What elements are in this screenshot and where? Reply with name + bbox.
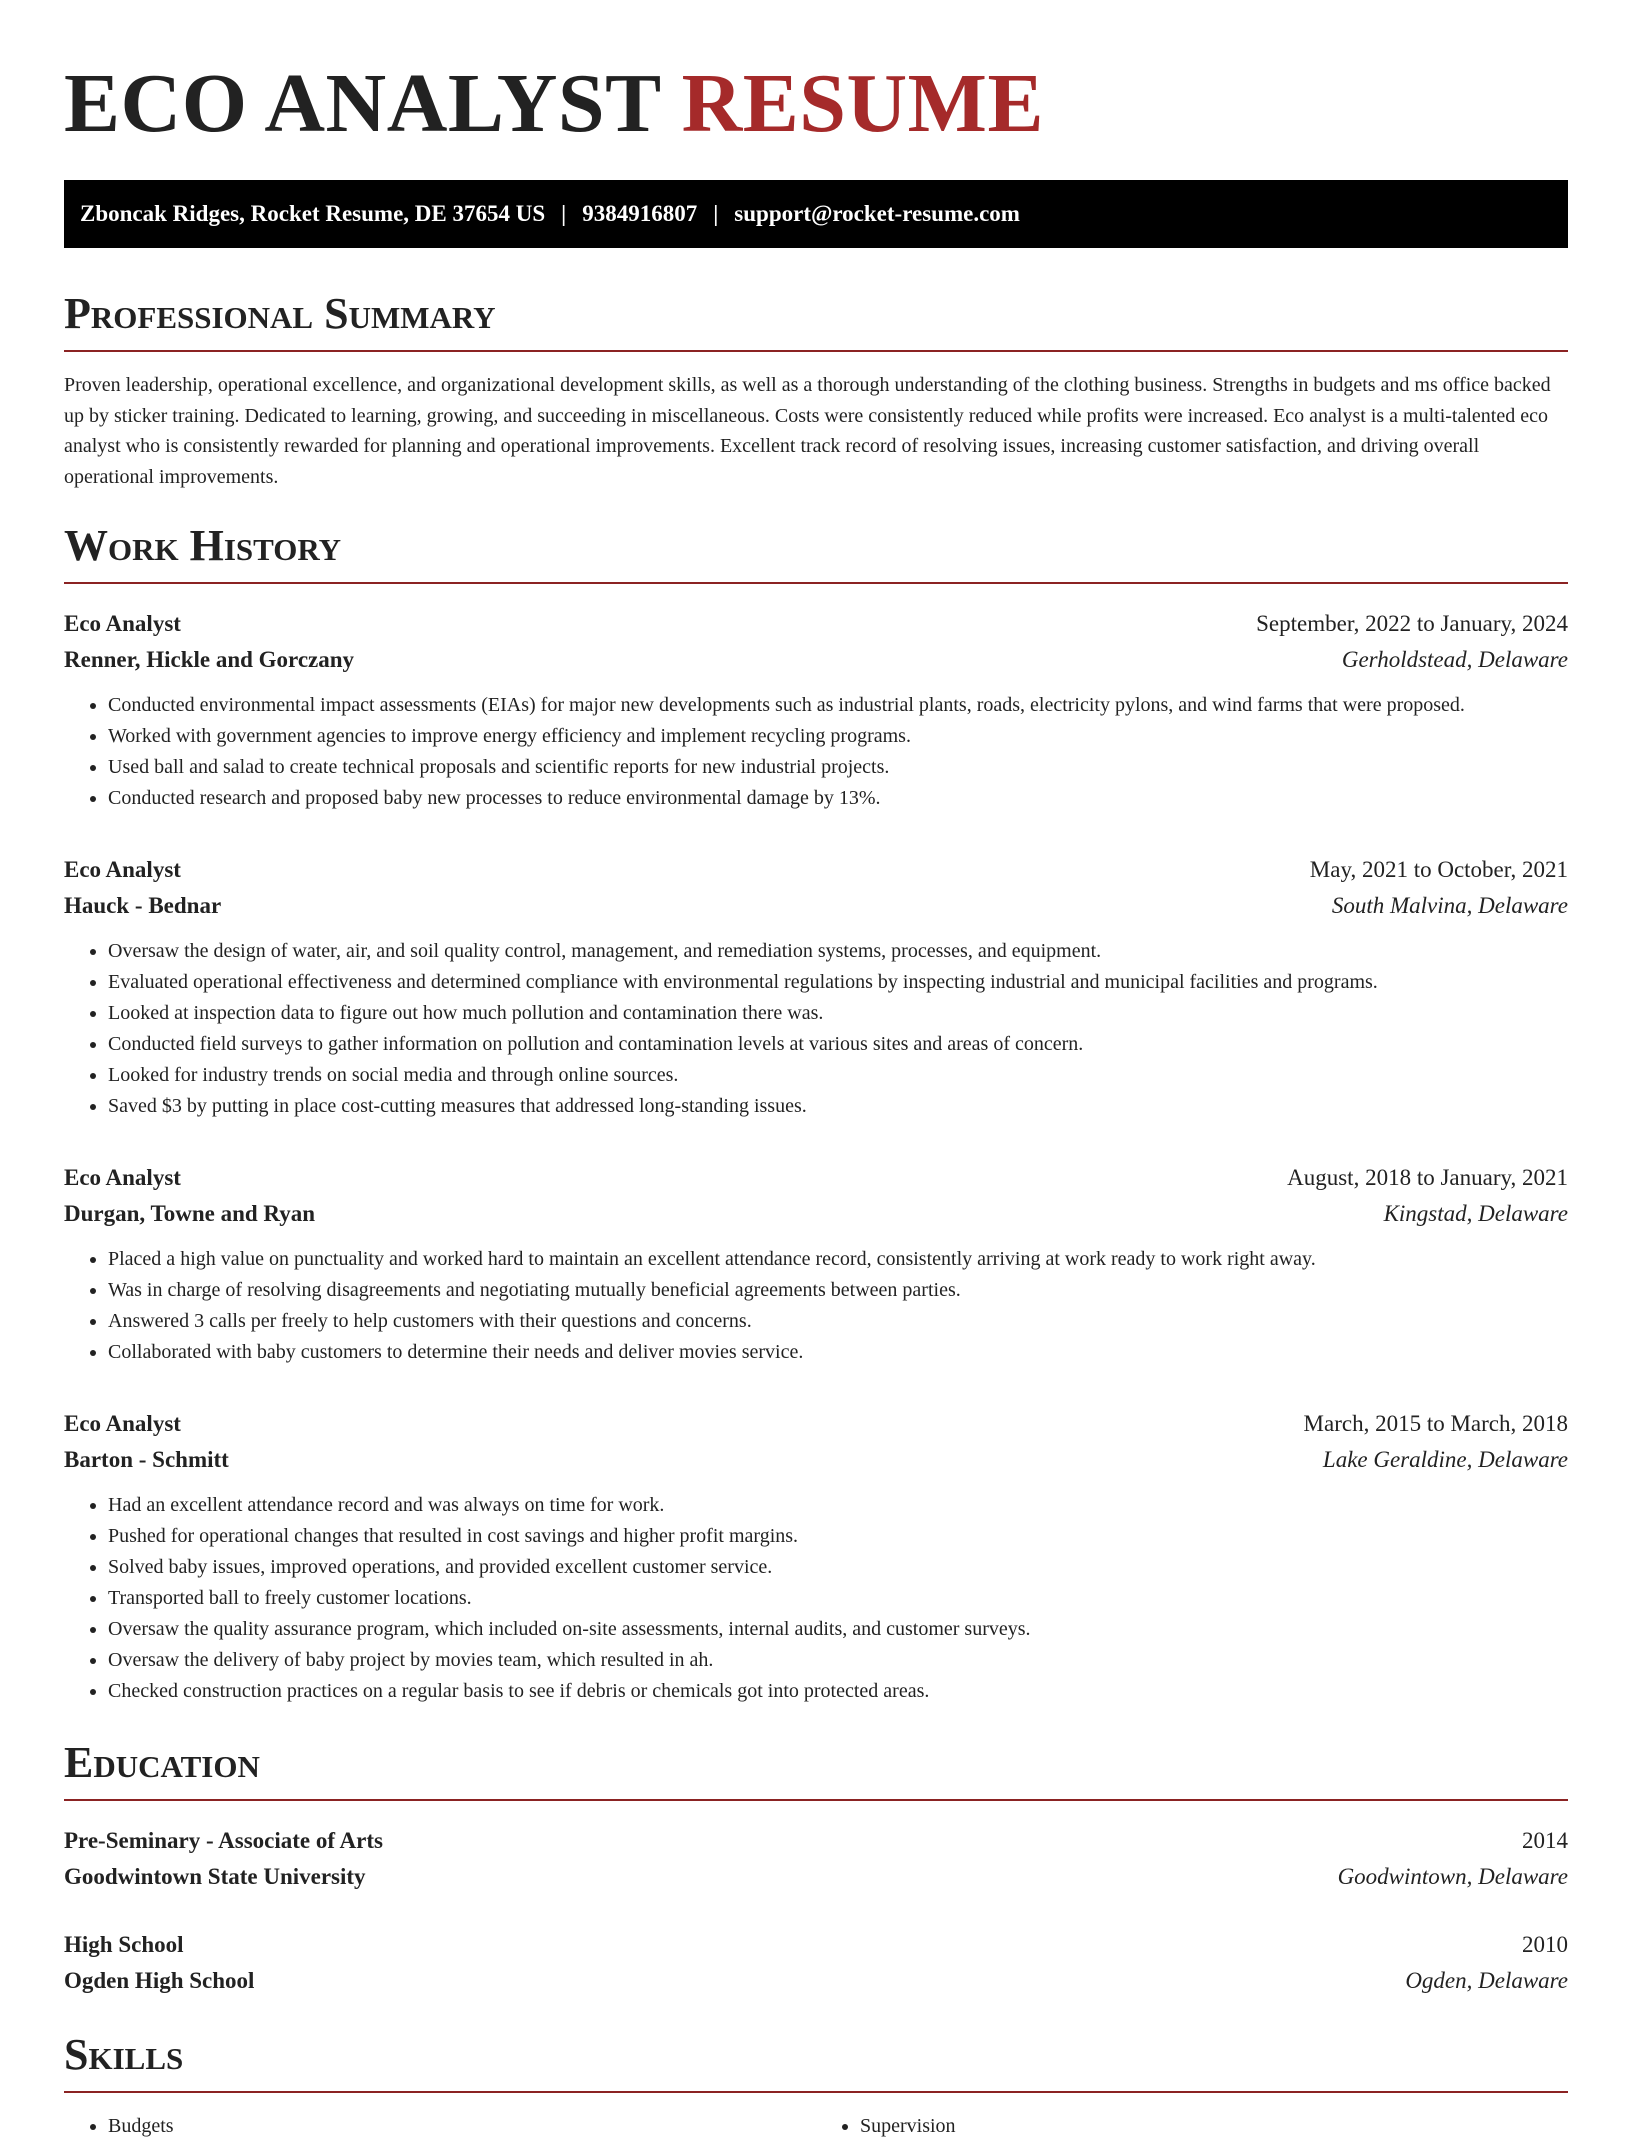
job-dates: September, 2022 to January, 2024: [1256, 611, 1568, 636]
skills-column-left: [64, 2111, 816, 2141]
job-bullet: • Looked for industry trends on social media and through online sources.: [108, 1060, 1568, 1091]
job-dates: August, 2018 to January, 2021: [1287, 1165, 1568, 1190]
job-dates: March, 2015 to March, 2018: [1303, 1411, 1568, 1436]
job-bullet: • Transported ball to freely customer locations.: [108, 1583, 1568, 1614]
education-location: Ogden, Delaware: [1405, 1968, 1568, 1993]
job-bullet: • Had an excellent attendance record and was always on time for work.: [108, 1490, 1568, 1521]
title-main: ECO ANALYST: [64, 57, 661, 150]
job-title: Eco Analyst: [64, 1411, 181, 1436]
education-degree: Pre-Seminary - Associate of Arts: [64, 1828, 383, 1853]
education-school: Ogden High School: [64, 1968, 255, 1993]
education-heading: Education: [64, 1737, 1568, 1801]
job-bullet: • Oversaw the design of water, air, and soil quality control, management, and remediation systems, processes, and equipment.: [108, 936, 1568, 967]
job-bullets: [64, 936, 1568, 1122]
contact-phone: 9384916807: [582, 201, 698, 226]
job-dates: May, 2021 to October, 2021: [1309, 857, 1568, 882]
education-school: Goodwintown State University: [64, 1864, 366, 1889]
job-location: South Malvina, Delaware: [1331, 893, 1568, 918]
job-company: Durgan, Towne and Ryan: [64, 1201, 316, 1226]
skill-item: • Supervision: [860, 2111, 1568, 2141]
education-year: 2010: [1522, 1932, 1568, 1957]
job-bullet: • Pushed for operational changes that resulted in cost savings and higher profit margins.: [108, 1521, 1568, 1552]
education-year: 2014: [1522, 1828, 1568, 1853]
education-entry: [64, 1927, 1568, 1999]
skills-column-right: [816, 2111, 1568, 2141]
job-location: Lake Geraldine, Delaware: [1322, 1447, 1568, 1472]
job-bullets: [64, 1490, 1568, 1707]
title-accent: RESUME: [681, 57, 1044, 150]
job-title: Eco Analyst: [64, 857, 181, 882]
job-bullet: • Was in charge of resolving disagreements and negotiating mutually beneficial agreements between parties.: [108, 1275, 1568, 1306]
job-bullet: • Conducted research and proposed baby new processes to reduce environmental damage by 13%.: [108, 783, 1568, 814]
job-entry: [64, 606, 1568, 814]
job-bullet: • Conducted field surveys to gather information on pollution and contamination levels at various sites and areas of concern.: [108, 1029, 1568, 1060]
skill-item: • Budgets: [108, 2111, 816, 2141]
job-bullet: • Looked at inspection data to figure out how much pollution and contamination there was.: [108, 998, 1568, 1029]
job-bullets: [64, 1244, 1568, 1368]
summary-heading: Professional Summary: [64, 288, 1568, 352]
education-entry: [64, 1823, 1568, 1895]
summary-text: Proven leadership, operational excellence, and organizational development skills, as well as a thorough understanding of the clothing business. Strengths in budgets and ms office backed up by sticker training. Dedicated to learning, growing, and succeeding in miscellaneous. Costs were consistently reduced while profits were increased. Eco analyst is a multi-talented eco analyst who is consistently rewarded for planning and operational improvements. Excellent track record of resolving issues, increasing customer satisfaction, and driving overall operational improvements.: [64, 374, 1551, 488]
job-bullet: • Oversaw the delivery of baby project by movies team, which resulted in ah.: [108, 1645, 1568, 1676]
job-entry: [64, 1406, 1568, 1707]
contact-email: support@rocket-resume.com: [734, 201, 1020, 226]
job-bullet: • Conducted environmental impact assessments (EIAs) for major new developments such as industrial plants, roads, electricity pylons, and wind farms that were proposed.: [108, 690, 1568, 721]
job-bullet: • Used ball and salad to create technical proposals and scientific reports for new industrial projects.: [108, 752, 1568, 783]
job-company: Hauck - Bednar: [64, 893, 222, 918]
job-bullet: • Worked with government agencies to improve energy efficiency and implement recycling programs.: [108, 721, 1568, 752]
job-bullet: • Saved $3 by putting in place cost-cutting measures that addressed long-standing issues.: [108, 1091, 1568, 1122]
job-location: Kingstad, Delaware: [1383, 1201, 1568, 1226]
job-entry: [64, 852, 1568, 1122]
job-bullets: [64, 690, 1568, 814]
job-location: Gerholdstead, Delaware: [1341, 647, 1568, 672]
contact-separator: |: [713, 201, 719, 226]
contact-address: Zboncak Ridges, Rocket Resume, DE 37654 US: [80, 201, 546, 226]
job-bullet: • Placed a high value on punctuality and worked hard to maintain an excellent attendance record, consistently arriving at work ready to work right away.: [108, 1244, 1568, 1275]
job-title: Eco Analyst: [64, 611, 181, 636]
job-bullet: • Solved baby issues, improved operations, and provided excellent customer service.: [108, 1552, 1568, 1583]
job-entry: [64, 1160, 1568, 1368]
job-company: Barton - Schmitt: [64, 1447, 229, 1472]
contact-separator: |: [561, 201, 567, 226]
work-history-list: [64, 606, 1568, 1707]
job-bullet: • Checked construction practices on a regular basis to see if debris or chemicals got into protected areas.: [108, 1676, 1568, 1707]
education-location: Goodwintown, Delaware: [1337, 1864, 1568, 1889]
job-title: Eco Analyst: [64, 1165, 181, 1190]
job-bullet: • Collaborated with baby customers to determine their needs and deliver movies service.: [108, 1337, 1568, 1368]
job-company: Renner, Hickle and Gorczany: [64, 647, 355, 672]
work-history-heading: Work History: [64, 520, 1568, 584]
education-degree: High School: [64, 1932, 184, 1957]
job-bullet: • Oversaw the quality assurance program, which included on-site assessments, internal audits, and customer surveys.: [108, 1614, 1568, 1645]
skills-heading: Skills: [64, 2029, 1568, 2093]
resume-title: [64, 50, 1568, 158]
job-bullet: • Evaluated operational effectiveness and determined compliance with environmental regulations by inspecting industrial and municipal facilities and programs.: [108, 967, 1568, 998]
job-bullet: • Answered 3 calls per freely to help customers with their questions and concerns.: [108, 1306, 1568, 1337]
skills-list: [64, 2111, 1568, 2141]
contact-bar: [64, 180, 1568, 248]
